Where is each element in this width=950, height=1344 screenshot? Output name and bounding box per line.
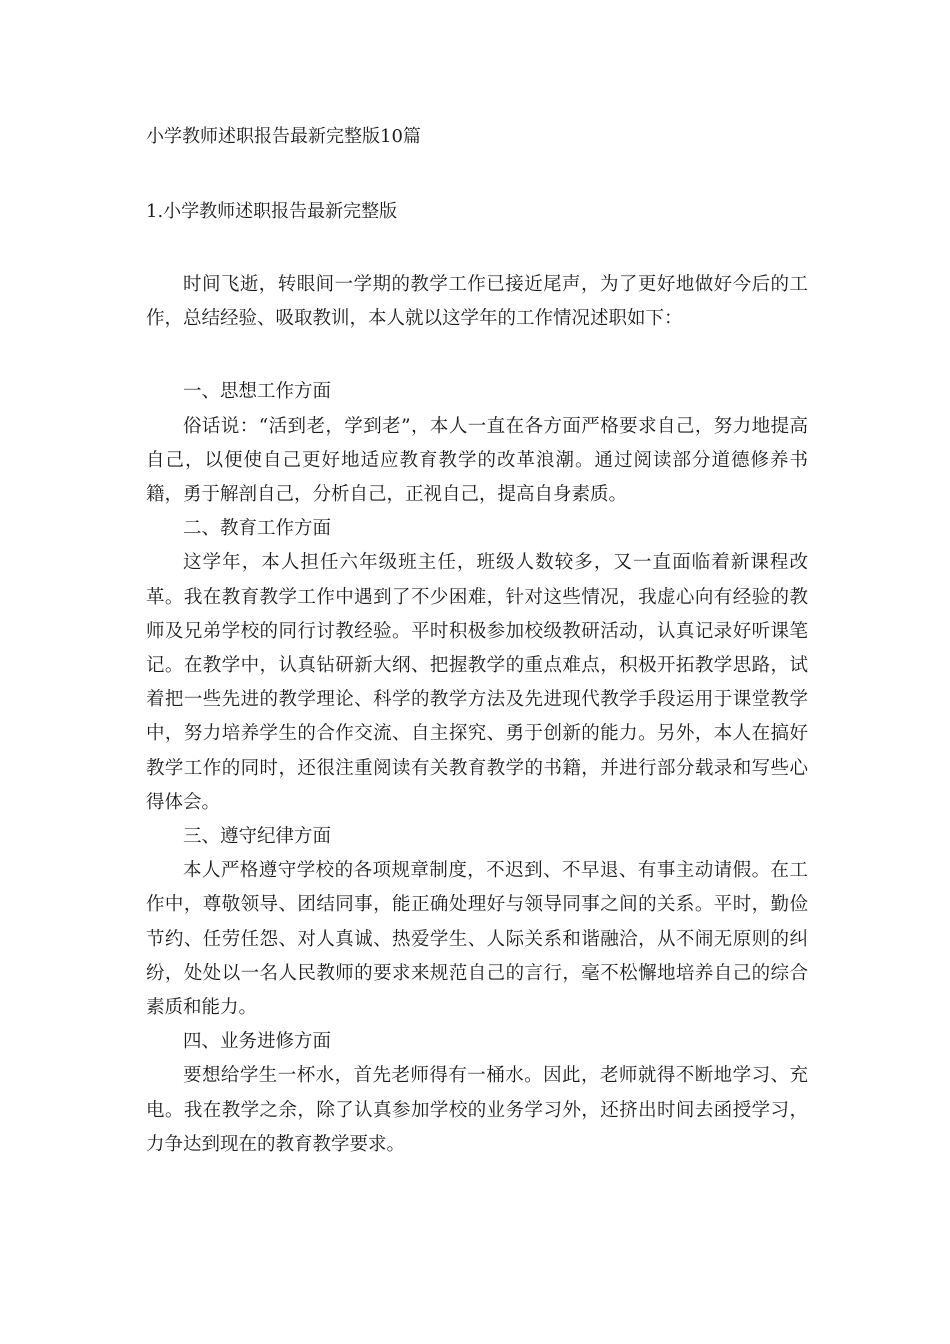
paragraph-spacer	[146, 336, 808, 375]
document-title: 小学教师述职报告最新完整版10篇	[146, 126, 421, 147]
intro-paragraph: 时间飞逝，转眼间一学期的教学工作已接近尾声，为了更好地做好今后的工作，总结经验、吸取教训，本人就以这学年的工作情况述职如下：	[146, 274, 808, 330]
section-paragraph: 俗话说：“活到老，学到老”，本人一直在各方面严格要求自己，努力地提高自己，以便使自己更好地适应教育教学的改革浪潮。通过阅读部分道德修养书籍，勇于解剖自己，分析自己，正视自己，提高自身素质。	[146, 415, 808, 506]
section-paragraph: 这学年，本人担任六年级班主任，班级人数较多，又一直面临着新课程改革。我在教育教学工作中遇到了不少困难，针对这些情况，我虚心向有经验的教师及兄弟学校的同行讨教经验。平时积极参加校级教研活动，认真记录好听课笔记。在教学中，认真钻研新大纲、把握教学的重点难点，积极开拓教学思路，试着把一些先进的教学理论、科学的教学方法及先进现代教学手段运用于课堂教学中，努力培养学生的合作交流、自主探究、勇于创新的能力。另外，本人在搞好教学工作的同时，还很注重阅读有关教育教学的书籍，并进行部分载录和写些心得体会。	[146, 552, 808, 813]
section-heading: 三、遵守纪律方面	[183, 826, 332, 848]
section-title: 1.小学教师述职报告最新完整版	[146, 201, 398, 222]
document-body	[146, 268, 808, 1162]
section-paragraph: 要想给学生一杯水，首先老师得有一桶水。因此，老师就得不断地学习、充电。我在教学之余，除了认真参加学校的业务学习外，还挤出时间去函授学习，力争达到现在的教育教学要求。	[146, 1065, 808, 1155]
section-heading: 四、业务进修方面	[183, 1031, 332, 1053]
section-paragraph: 本人严格遵守学校的各项规章制度，不迟到、不早退、有事主动请假。在工作中，尊敬领导、团结同事，能正确处理好与领导同事之间的关系。平时，勤俭节约、任劳任怨、对人真诚、热爱学生、人际关系和谐融洽，从不闹无原则的纠纷，处处以一名人民教师的要求来规范自己的言行，毫不松懈地培养自己的综合素质和能力。	[146, 860, 808, 1019]
section-heading: 二、教育工作方面	[183, 518, 332, 540]
section-heading: 一、思想工作方面	[183, 381, 332, 403]
